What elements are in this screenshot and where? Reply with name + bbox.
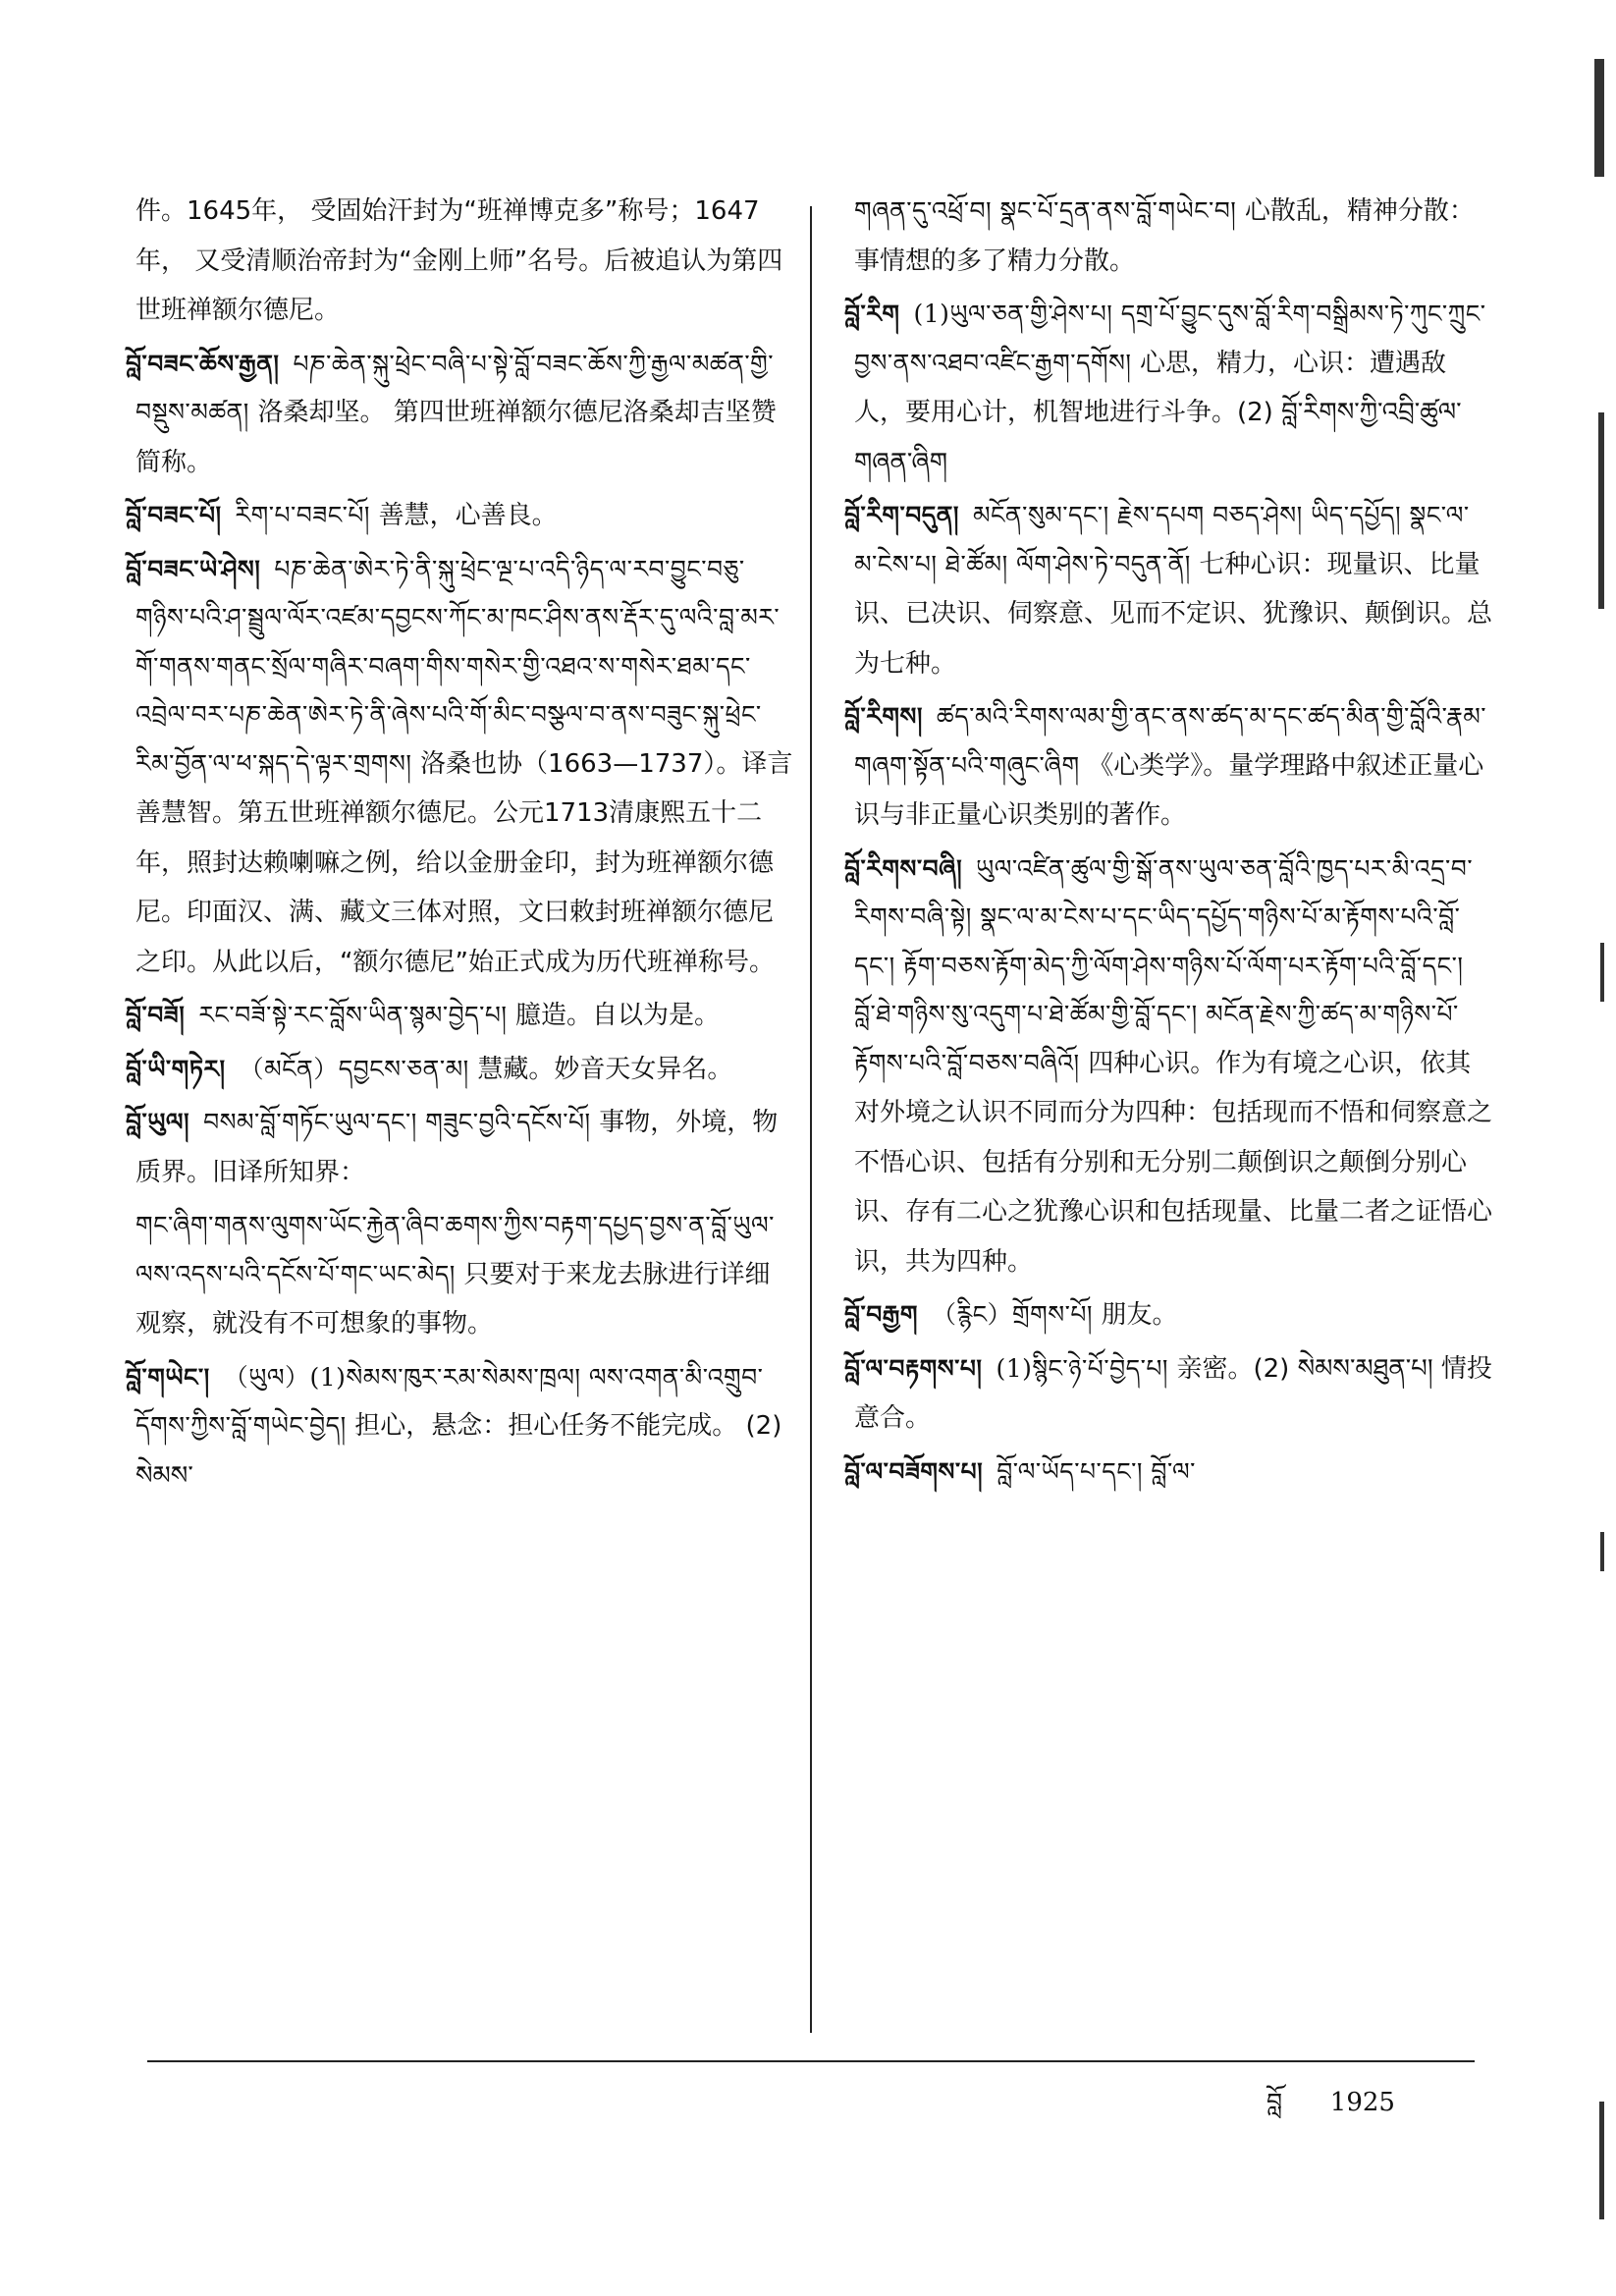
- page-number: 1925: [1329, 2088, 1395, 2117]
- column-divider: [810, 206, 812, 2033]
- entry-headword: བློ་བཟང་པོ།: [126, 501, 222, 529]
- page-footer: [1266, 2074, 1395, 2144]
- entry-tibetan-definition: （ཡུལ）(1)སེམས་ཁུར་རམ་སེམས་ཁྲལ། ལས་འགན་མི་འགྲུབ་དོགས་ཀྱིས་བློ་གཡེང་བྱེད།: [135, 1362, 764, 1440]
- entry-tibetan-definition: ཚད་མའི་རིགས་ལམ་གྱི་ནང་ནས་ཚད་མ་དང་ཚད་མིན་གྱི་བློའི་རྣམ་གཞག་སྟོན་པའི་གཞུང་ཞིག: [854, 702, 1487, 780]
- entry-chinese-definition: 心散乱，精神分散：事情想的多了精力分散。: [854, 196, 1475, 276]
- entry-headword: བློ་རིགས།: [844, 702, 923, 731]
- entry-tibetan-definition: (1)ཡུལ་ཅན་གྱི་ཤེས་པ། དགྲ་པོ་བྱུང་དུས་བློ་རིག་བསྒྲིམས་ཏེ་ཀུང་ཀྲུང་བྱས་ནས་འཐབ་འཛིང་རྒྱག་དགོས།: [854, 300, 1486, 377]
- entry-chinese-definition: 《心类学》。量学理路中叙述正量心识与非正量心识类别的著作。: [854, 750, 1484, 830]
- entry-chinese-definition: 善慧，心善良。: [378, 501, 558, 530]
- left-column: [126, 187, 793, 1504]
- entry-tibetan-definition: （རྙིང）གྲོགས་པོ།: [932, 1300, 1093, 1329]
- entry-tibetan-definition: བསམ་བློ་གཏོང་ཡུལ་དང་། གཟུང་བྱའི་དངོས་པོ།: [203, 1108, 591, 1136]
- entry-tibetan-definition: མངོན་སུམ་དང་། རྗེས་དཔག བཅད་ཤེས། ཡིད་དཔྱོད། སྣང་ལ་མ་ངེས་པ། ཐེ་ཚོམ། ལོག་ཤེས་ཏེ་བདུན་ནོ།: [854, 501, 1470, 578]
- section-letter: བློ: [1266, 2088, 1283, 2116]
- entry-headword: བློ་རིག: [844, 300, 900, 328]
- dictionary-entry: [844, 491, 1493, 688]
- entry-tibetan-definition: གཞན་དུ་འཕྲོ་བ། སྣང་པོ་དྲན་ནས་བློ་གཡེང་བ།: [854, 196, 1237, 225]
- entry-chinese-definition: 事物，外境，物质界。旧译所知界：: [135, 1108, 779, 1187]
- dictionary-entry: [126, 1098, 793, 1197]
- entry-chinese-definition: 亲密。(2) སེམས་མཐུན་པ། 情投意合。: [854, 1353, 1492, 1433]
- dictionary-entry: [844, 1344, 1492, 1444]
- entry-headword: བློ་ཡུལ།: [126, 1108, 190, 1136]
- entry-headword: བློ་གཡེང་།: [126, 1362, 210, 1392]
- entry-chinese-definition: 心思，精力，心识：遭遇敌人，要用心计，机智地进行斗争。(2) བློ་རིགས་ཀྱི་འབྲི་ཚུལ་གཞན་ཞིག: [854, 348, 1462, 477]
- entry-chinese-definition: 臆造。自以为是。: [515, 1001, 721, 1030]
- entry-headword: བློ་རིགས་བཞི།: [844, 853, 963, 883]
- entry-chinese-definition: 四种心识。作为有境之心识，依其对外境之认识不同而分为四种：包括现而不悟和伺察意之不悟心识、包括有分别和无分别二颠倒识之颠倒分别心识、存有二心之犹豫心识和包括现量、比量二者之证悟心识，共为四种。: [854, 1048, 1493, 1277]
- dictionary-entry: [126, 545, 793, 988]
- dictionary-entry: [854, 187, 1492, 286]
- entry-chinese-definition: 洛桑也协（1663—1737）。译言善慧智。第五世班禅额尔德尼。公元1713清康熙五十二年，照封达赖喇嘛之例，给以金册金印，封为班禅额尔德尼。印面汉、满、藏文三体对照，文曰敕封班禅额尔德尼之印。从此以后，“额尔德尼”始正式成为历代班禅称号。: [135, 748, 793, 977]
- entry-headword: བློ་བཟང་ཡེ་ཤེས།: [126, 554, 261, 583]
- entry-headword: བློ་ཡི་གཏེར།: [126, 1054, 226, 1083]
- entry-headword: བློ་བརྒྱག: [844, 1300, 919, 1329]
- entry-tibetan-definition: རིག་པ་བཟང་པོ།: [235, 501, 370, 529]
- entry-headword: བློ་བཟང་ཆོས་རྒྱན།: [126, 349, 280, 378]
- footer-rule: [147, 2060, 1475, 2062]
- entry-headword: བློ་ལ་བརྟགས་པ།: [844, 1353, 983, 1383]
- entry-headword: བློ་བཟོ།: [126, 1001, 186, 1029]
- entry-chinese-definition: 朋友。: [1101, 1300, 1178, 1330]
- scan-edge-marks: [1589, 59, 1604, 2219]
- entry-tibetan-definition: པཎ་ཆེན་སྐུ་ཕྲེང་བཞི་པ་སྟེ་བློ་བཟང་ཆོས་ཀྱི་རྒྱལ་མཚན་གྱི་བསྡུས་མཚན།: [135, 349, 774, 426]
- entry-tibetan-definition: (1)སྙིང་ཉེ་པོ་བྱེད་པ།: [996, 1353, 1168, 1383]
- entry-tibetan-definition: པཎ་ཆེན་ཨེར་ཏེ་ནི་སྐུ་ཕྲེང་ལྔ་པ་འདི་ཉིད་ལ་རབ་བྱུང་བཅུ་གཉིས་པའི་ཤ་སྦྲུལ་ལོར་འཛམ་དབྱངས་ཀོང་མ་ཁང་ཤིས་ནས་རྡོར་དུ་ལའི་བླ་མར་གོ་གནས་གནང་སྲོལ་གཞིར་བཞག་གིས་གསེར་གྱི་འཐའ་ས་གསེར་ཐམ་དང་འབྲེལ་བར་པཎ་ཆེན་ཨེར་ཏེ་ནི་ཞེས་པའི་གོ་མིང་བསྩལ་བ་ནས་བཟུང་སྐུ་ཕྲེང་རིམ་བྱོན་ལ་ཕ་སྐད་དེ་ལྟར་གྲགས།: [135, 554, 781, 778]
- entry-chinese-definition: 七种心识：现量识、比量识、已决识、伺察意、见而不定识、犹豫识、颠倒识。总为七种。: [854, 549, 1493, 679]
- dictionary-entry: [844, 692, 1492, 841]
- dictionary-entry: [844, 290, 1492, 487]
- dictionary-entry: [126, 491, 793, 541]
- entry-tibetan-definition: རང་བཟོ་སྟེ་རང་བློས་ཡིན་སྙམ་བྱེད་པ།: [198, 1001, 508, 1029]
- dictionary-entry: [126, 1045, 793, 1095]
- dictionary-entry: [126, 991, 793, 1041]
- entry-chinese-definition: 只要对于来龙去脉进行详细观察，就没有不可想象的事物。: [135, 1259, 771, 1339]
- dictionary-entry: [844, 1448, 1492, 1497]
- entry-headword: བློ་ལ་བཟོགས་པ།: [844, 1456, 984, 1486]
- dictionary-entry: [126, 340, 793, 488]
- entry-chinese-definition: 担心，悬念：担心任务不能完成。 (2) སེམས་: [135, 1411, 782, 1491]
- dictionary-entry: [126, 1353, 793, 1502]
- dictionary-entry: [844, 1290, 1492, 1340]
- entry-tibetan-definition: བློ་ལ་ཡོད་པ་དང་། བློ་ལ་: [997, 1456, 1196, 1486]
- right-column: [844, 187, 1493, 1500]
- entry-chinese-definition: 慧藏。妙音天女异名。: [477, 1054, 733, 1084]
- entry-tibetan-definition: གང་ཞིག་གནས་ལུགས་ཡོང་རྐྱེན་ཞིབ་ཆགས་ཀྱིས་བརྟག་དཔྱད་བྱས་ན་བློ་ཡུལ་ལས་འདས་པའི་དངོས་པོ་གང་ཡང་མེད།: [135, 1211, 775, 1288]
- dictionary-entry: [135, 1201, 793, 1349]
- entry-chinese-definition: 洛桑却坚。 第四世班禅额尔德尼洛桑却吉坚赞简称。: [135, 398, 777, 477]
- dictionary-entry: [135, 187, 793, 336]
- dictionary-entry: [844, 845, 1493, 1287]
- entry-chinese-definition: 件。1645年， 受固始汗封为“班禅博克多”称号；1647年， 又受清顺治帝封为“金刚上师”名号。后被追认为第四世班禅额尔德尼。: [135, 196, 783, 325]
- entry-tibetan-definition: ཡུལ་འཛིན་ཚུལ་གྱི་སྒོ་ནས་ཡུལ་ཅན་བློའི་ཁྱད་པར་མི་འདྲ་བ་རིགས་བཞི་སྟེ། སྣང་ལ་མ་ངེས་པ་དང་ཡིད་དཔྱོད་གཉིས་པོ་མ་རྟོགས་པའི་བློ་དང་། རྟོག་བཅས་རྟོག་མེད་ཀྱི་ལོག་ཤེས་གཉིས་པོ་ལོག་པར་རྟོག་པའི་བློ་དང་། བློ་ཐེ་གཉིས་སུ་འདུག་པ་ཐེ་ཚོམ་གྱི་བློ་དང་། མངོན་རྗེས་ཀྱི་ཚད་མ་གཉིས་པོ་རྟོགས་པའི་བློ་བཅས་བཞིའོ།: [854, 853, 1474, 1077]
- entry-headword: བློ་རིག་བདུན།: [844, 501, 959, 529]
- entry-tibetan-definition: （མངོན）དབྱངས་ཅན་མ།: [239, 1054, 469, 1083]
